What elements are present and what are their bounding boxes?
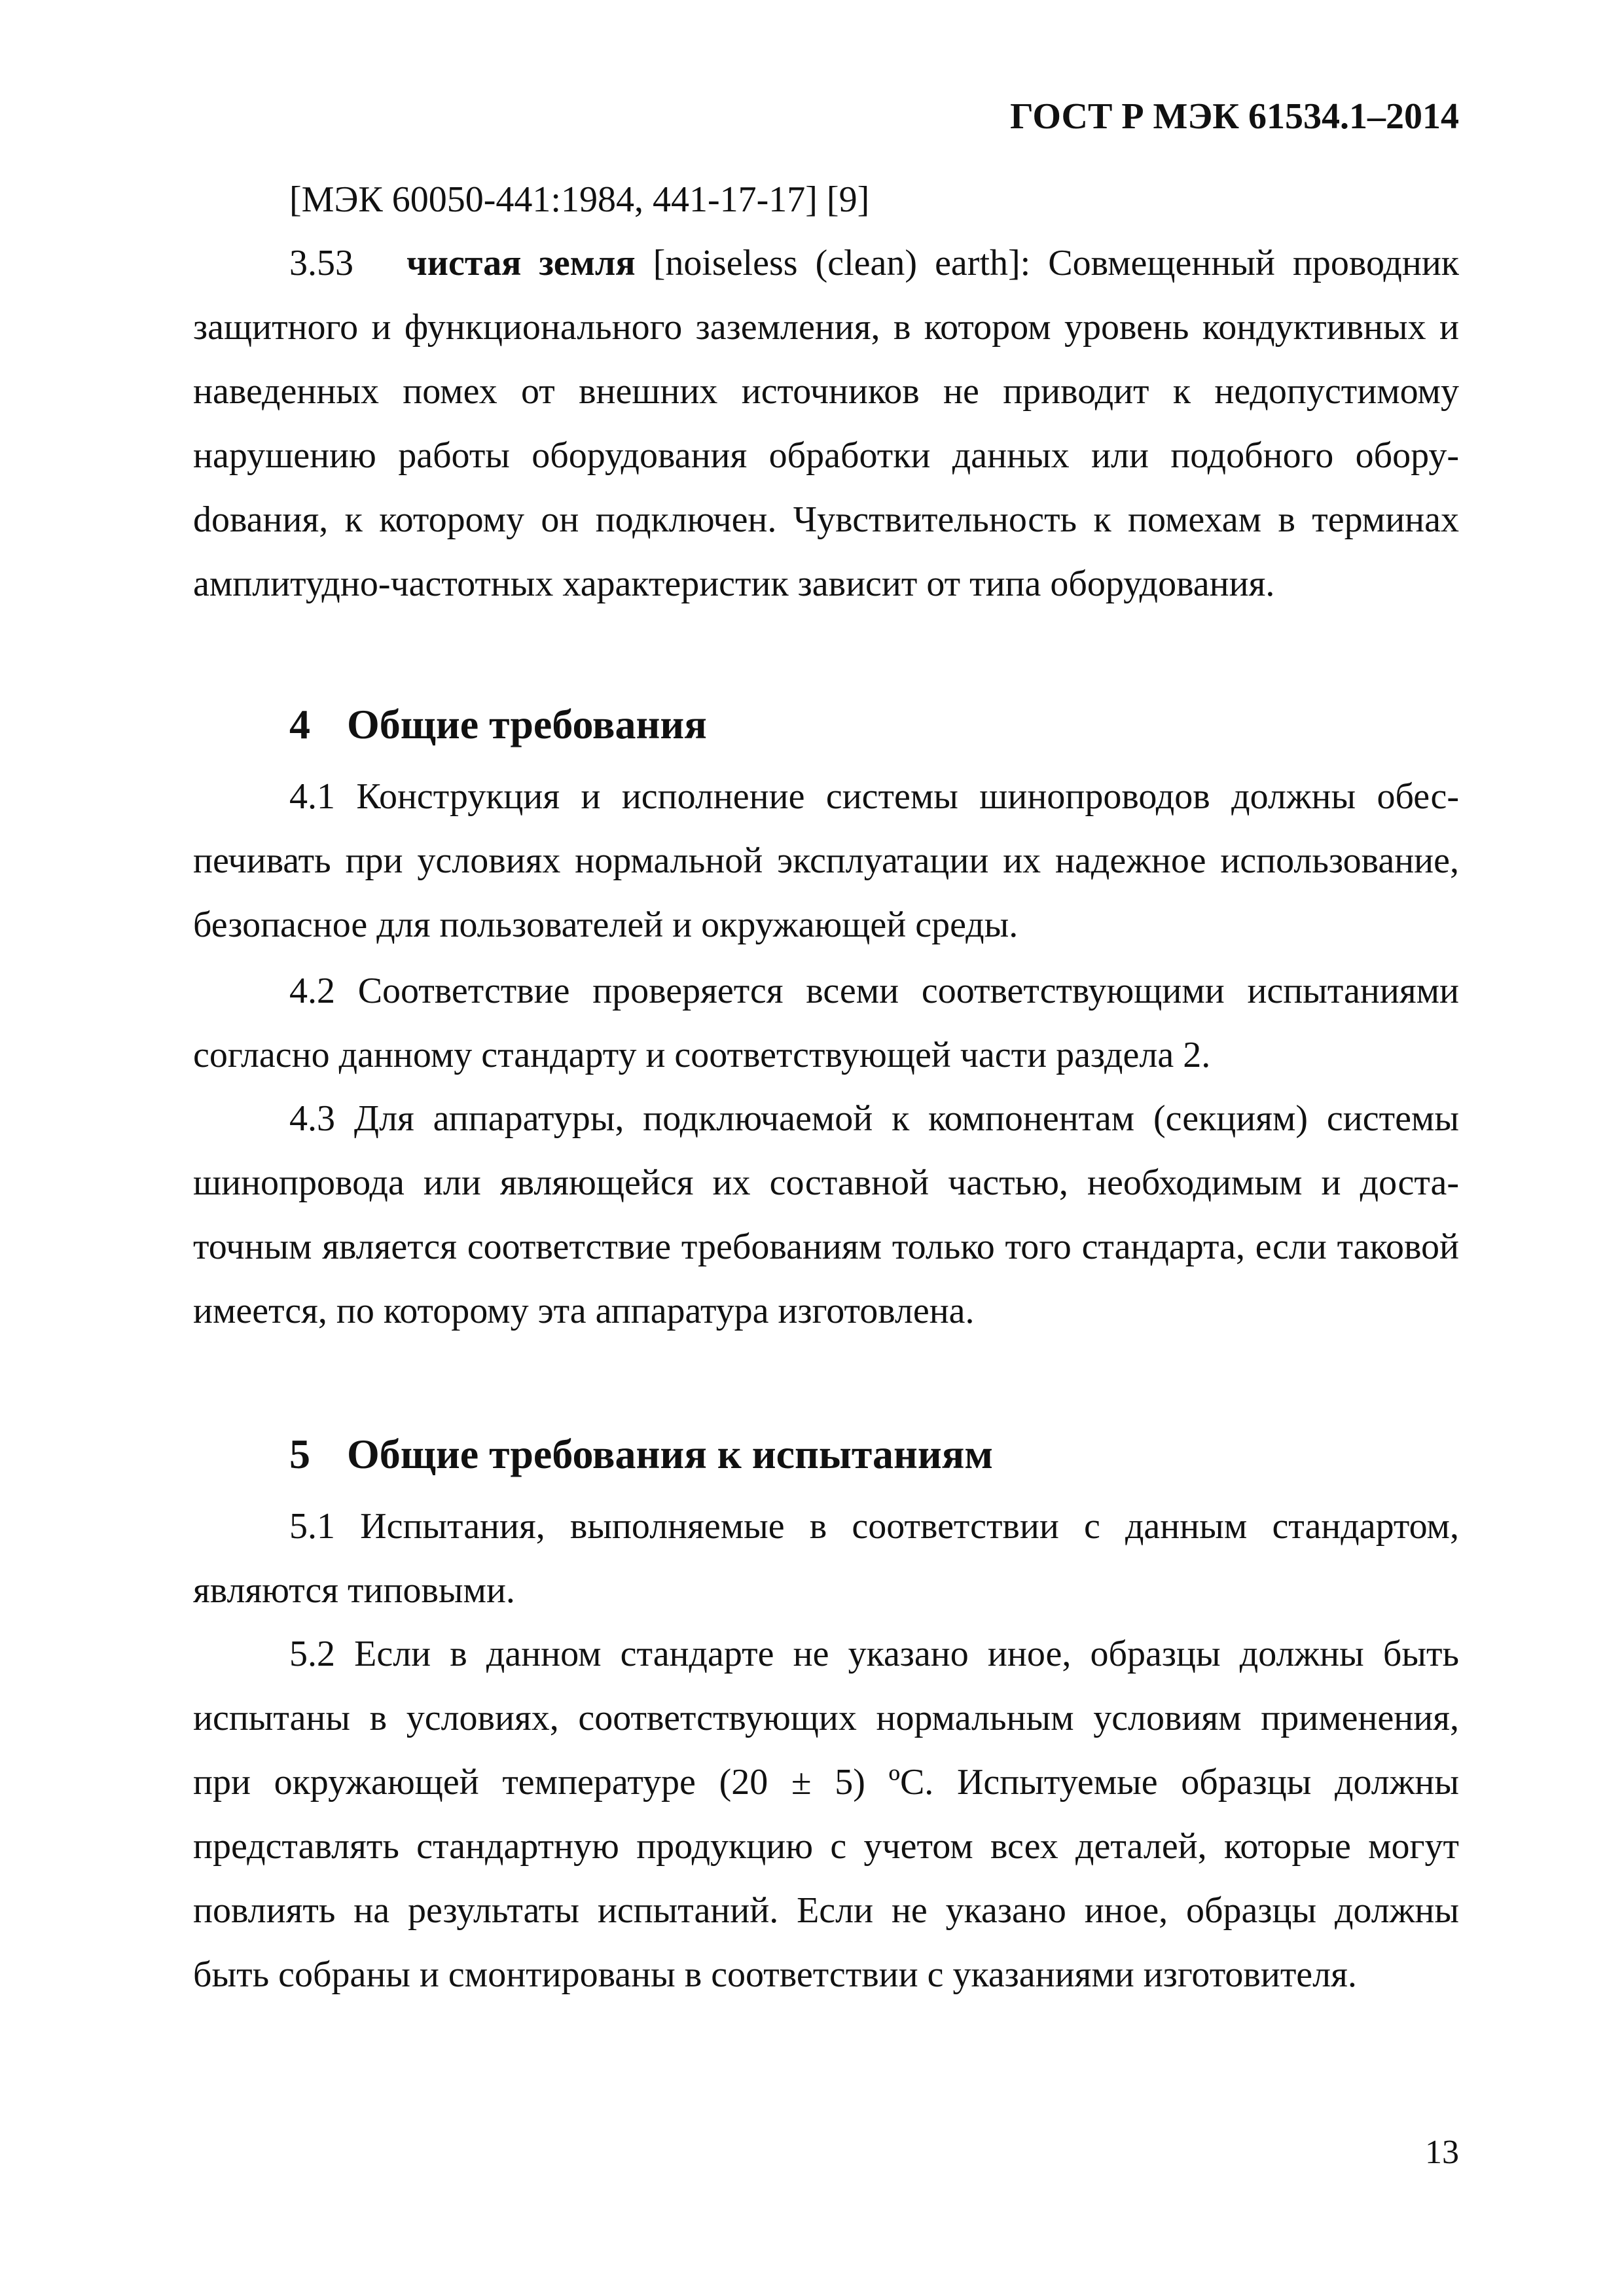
term-name: чистая земля: [406, 243, 636, 283]
term-number: 3.53: [289, 243, 353, 283]
clause-4-2: 4.2 Соответствие проверяется всеми соответствующими испытаниями согласно данному стандарту и соответствующей части раздела 2.: [193, 971, 1459, 1075]
clause-5-1: 5.1 Испытания, выполняемые в соответствии с данным стандартом, являются типовыми.: [193, 1506, 1459, 1611]
clause-4-3: 4.3 Для аппаратуры, подключаемой к компонентам (секциям) системы шинопровода или являющейся их составной частью, необходимым и достаточным является соответствие требованиям только того стандарта, если таковой имеется, по которому эта аппаратура изготовлена.: [193, 1098, 1459, 1331]
section-5-number: 5: [289, 1431, 310, 1477]
term-definition-3-53: [193, 231, 1459, 616]
section-5-title: Общие требования к испытаниям: [347, 1431, 993, 1477]
section-5-heading: [289, 1433, 993, 1475]
clause-4-1: 4.1 Конструкция и исполнение системы шинопроводов должны обеспечивать при условиях нормальной эксплуатации их надежное использование, безопасное для пользователей и окружающей среды.: [193, 776, 1459, 945]
page-number: 13: [1425, 2134, 1459, 2171]
reference-citation: [МЭК 60050-441:1984, 441-17-17] [9]: [289, 179, 870, 220]
term-definition-text: [noiseless (clean) earth]: Совмещенный проводник защитного и функционального заземления, в котором уровень кондуктивных и наведенных помех от внешних источников не приводит к недопустимому нарушению работы оборудования обработки данных или подобного оборуdования, к которому он подключен. Чувствительность к помехам в терминах амплитудно-частотных характеристик зависит от типа оборудования.: [193, 243, 1459, 604]
section-4-heading: [289, 701, 707, 747]
section-4-title: Общие требования: [347, 701, 707, 747]
section-4-number: 4: [289, 701, 310, 747]
document-id-header: ГОСТ Р МЭК 61534.1–2014: [1010, 96, 1459, 137]
clause-5-2: 5.2 Если в данном стандарте не указано иное, образцы должны быть испытаны в условиях, соответствующих нормальным условиям применения, при окружающей температуре (20 ± 5) ºC. Испытуемые образцы должны представлять стандартную продукцию с учетом всех деталей, которые могут повлиять на результаты испытаний. Если не указано иное, образцы должны быть собраны и смонтированы в соответствии с указаниями изготовителя.: [193, 1634, 1459, 1995]
